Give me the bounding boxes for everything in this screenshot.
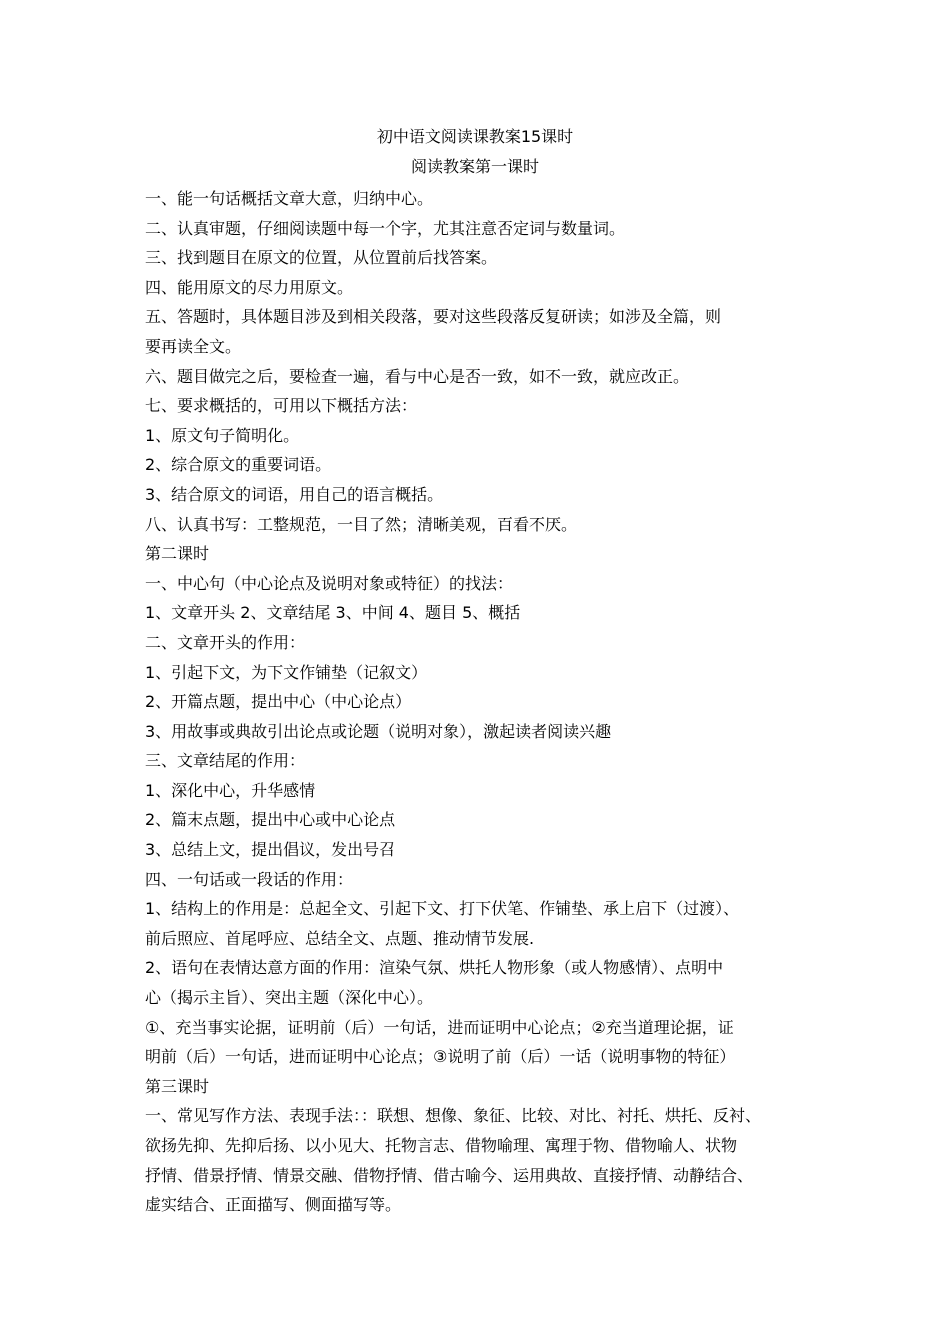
document-title: 初中语文阅读课教案15课时 [376, 127, 574, 146]
text-line: 二、认真审题，仔细阅读题中每一个字，尤其注意否定词与数量词。 [145, 218, 626, 238]
text-line: 八、认真书写：工整规范，一目了然；清晰美观，百看不厌。 [145, 514, 578, 534]
text-line: 五、答题时，具体题目涉及到相关段落，要对这些段落反复研读；如涉及全篇，则 [145, 307, 722, 327]
text-line: 1、原文句子简明化。 [145, 425, 300, 445]
text-line: 四、能用原文的尽力用原文。 [145, 277, 354, 297]
text-line: 3、总结上文，提出倡议，发出号召 [145, 840, 396, 860]
text-line: 2、综合原文的重要词语。 [145, 455, 332, 475]
text-line: 四、一句话或一段话的作用： [145, 869, 354, 889]
text-line: 1、引起下文，为下文作铺垫（记叙文） [145, 662, 428, 682]
text-line: 三、找到题目在原文的位置，从位置前后找答案。 [145, 248, 498, 268]
text-line: 一、能一句话概括文章大意，归纳中心。 [145, 189, 434, 208]
text-line: ①、充当事实论据，证明前（后）一句话，进而证明中心论点；②充当道理论据，证 [145, 1017, 734, 1037]
text-line: 七、要求概括的，可用以下概括方法： [145, 396, 418, 416]
text-line: 六、题目做完之后，要检查一遍，看与中心是否一致，如不一致，就应改正。 [145, 366, 690, 386]
text-line: 1、结构上的作用是：总起全文、引起下文、打下伏笔、作铺垫、承上启下（过渡）、 [145, 899, 740, 919]
text-line: 3、用故事或典故引出论点或论题（说明对象），激起读者阅读兴趣 [145, 721, 612, 741]
text-line: 心（揭示主旨）、突出主题（深化中心）。 [145, 988, 434, 1008]
text-line: 二、文章开头的作用： [145, 632, 306, 652]
text-line: 虚实结合、正面描写、侧面描写等。 [145, 1195, 402, 1215]
text-line: 一、中心句（中心论点及说明对象或特征）的找法： [145, 573, 514, 593]
text-line: 1、深化中心，升华感情 [145, 780, 316, 800]
text-line: 明前（后）一句话，进而证明中心论点；③说明了前（后）一话（说明事物的特征） [145, 1047, 736, 1067]
text-line: 抒情、借景抒情、情景交融、借物抒情、借古喻今、运用典故、直接抒情、动静结合、 [145, 1165, 754, 1185]
text-line: 一、常见写作方法、表现手法：：联想、想像、象征、比较、对比、衬托、烘托、反衬、 [145, 1106, 762, 1126]
text-line: 欲扬先抑、先抑后扬、以小见大、托物言志、借物喻理、寓理于物、借物喻人、状物 [145, 1136, 738, 1155]
text-line: 2、开篇点题，提出中心（中心论点） [145, 692, 412, 712]
section-heading-lesson-3: 第三课时 [145, 1076, 210, 1096]
text-line: 2、篇末点题，提出中心或中心论点 [145, 810, 396, 830]
section-heading-lesson-2: 第二课时 [145, 544, 210, 564]
text-line: 三、文章结尾的作用： [145, 751, 306, 771]
text-line: 1、文章开头 2、文章结尾 3、中间 4、题目 5、概括 [145, 603, 521, 623]
text-line: 要再读全文。 [145, 336, 242, 356]
document-body [145, 184, 825, 1220]
text-line: 前后照应、首尾呼应、总结全文、点题、推动情节发展. [145, 928, 535, 948]
document-subtitle: 阅读教案第一课时 [410, 157, 539, 176]
text-line: 3、结合原文的词语，用自己的语言概括。 [145, 484, 444, 504]
text-line: 2、语句在表情达意方面的作用：渲染气氛、烘托人物形象（或人物感情）、点明中 [145, 958, 724, 978]
